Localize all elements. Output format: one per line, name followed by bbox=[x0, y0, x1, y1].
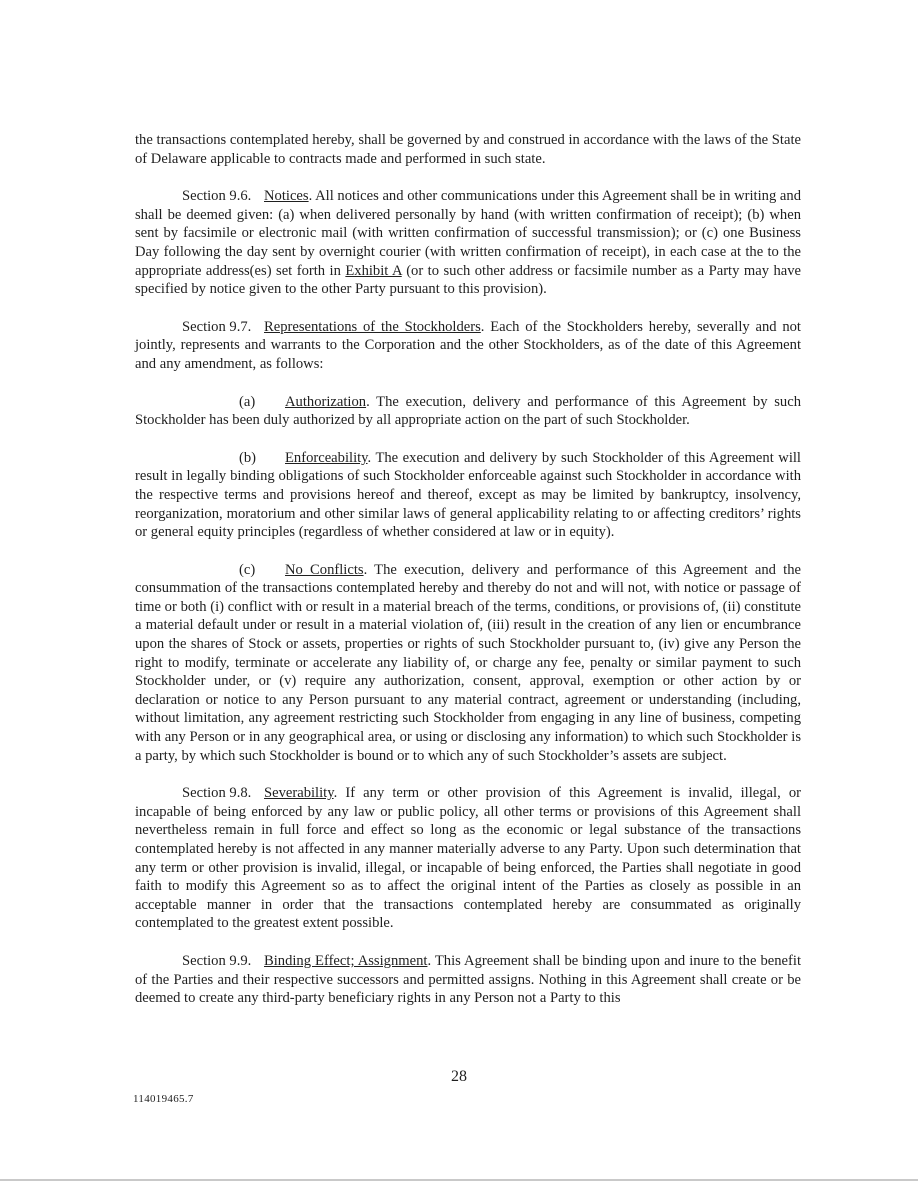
section-text: . This Agreement shall be binding upon and inure to the benefit of the Parties and their respective successors and permitted assigns. Nothing in this Agreement shall create or be deemed to create any third-party beneficiary rights in any Person not a Party to this bbox=[135, 952, 801, 1007]
section-text-continued: (or to such other address or facsimile number as a Party may have specified by notice given to the other Party pursuant to this provision). bbox=[135, 262, 802, 298]
subsection-heading: Authorization bbox=[285, 393, 367, 410]
section-number: Section 9.6. bbox=[182, 188, 252, 205]
section-text: . Each of the Stockholders hereby, severally and not jointly, represents and warrants to the Corporation and the other Stockholders, as of the date of this Agreement and any amendment, as follows: bbox=[135, 318, 801, 372]
subsection-label: (c) bbox=[239, 561, 256, 578]
page-bottom-edge bbox=[0, 1179, 918, 1181]
subsection-label: (b) bbox=[239, 449, 257, 466]
subsection-heading: No Conflicts bbox=[285, 561, 364, 578]
subsection-text: . The execution, delivery and performance of this Agreement and the consummation of the transactions contemplated hereby and thereby do not and will not, with notice or passage of time or both (i) conflict with or result in a material breach of the terms, conditions, or provisions of, (ii) constitute a material default under or result in a material violation of, (iii) result in the creation of any lien or encumbrance upon the shares of Stock or assets, properties or rights of such Stockholder pursuant to, (iv) give any Person the right to modify, terminate or accelerate any liability of, or charge any fee, penalty or similar payment to such Stockholder under, or (v) require any authorization, consent, approval, exemption or other action by or declaration or notice to any Person pursuant to any material contract, agreement or understanding (including, without limitation, any agreement restricting such Stockholder from engaging in any line of business, competing with any Person or in any geographical area, or using or disclosing any information) to which such Stockholder is a party, by which such Stockholder is bound or to which any of such Stockholder’s assets are subject. bbox=[135, 561, 801, 764]
section-9-8-severability bbox=[135, 784, 801, 933]
subsection-a-authorization bbox=[135, 393, 801, 430]
section-number: Section 9.8. bbox=[182, 785, 252, 802]
page-number: 28 bbox=[451, 1068, 467, 1085]
section-heading: Severability bbox=[264, 785, 334, 802]
subsection-label: (a) bbox=[239, 393, 256, 410]
section-heading: Representations of the Stockholders bbox=[264, 318, 481, 335]
section-9-9-binding-effect bbox=[135, 952, 801, 1008]
section-text: . All notices and other communications under this Agreement shall be in writing and shall be deemed given: (a) when delivered personally by hand (with written confirmation of receipt); (b) when sent by facsimile or electronic mail (with written confirmation of successful transmission); or (c) one Business Day following the day sent by overnight courier (with written confirmation of receipt), in each case at the to the appropriate address(es) set forth in bbox=[135, 188, 801, 279]
subsection-text: . The execution, delivery and performance of this Agreement by such Stockholder has been duly authorized by all appropriate action on the part of such Stockholder. bbox=[135, 393, 801, 429]
document-id: 114019465.7 bbox=[133, 1093, 194, 1105]
section-heading: Binding Effect; Assignment bbox=[264, 952, 428, 969]
section-number: Section 9.7. bbox=[182, 318, 252, 335]
subsection-c-no-conflicts bbox=[135, 561, 801, 766]
subsection-b-enforceability bbox=[135, 449, 801, 542]
subsection-heading: Enforceability bbox=[285, 449, 368, 466]
section-heading: Notices bbox=[264, 188, 309, 205]
subsection-text: . The execution and delivery by such Stockholder of this Agreement will result in legally binding obligations of such Stockholder enforceable against such Stockholder in accordance with the respective terms and provisions hereof and thereof, except as may be limited by bankruptcy, insolvency, reorganization, moratorium and other similar laws of general applicability relating to or affecting creditors’ rights or general equity principles (regardless of whether considered at law or in equity). bbox=[135, 449, 801, 541]
section-9-6-notices bbox=[135, 187, 801, 299]
section-number: Section 9.9. bbox=[182, 952, 252, 969]
section-9-7-representations bbox=[135, 318, 801, 374]
document-body bbox=[135, 131, 801, 1027]
exhibit-a-reference: Exhibit A bbox=[345, 262, 402, 279]
section-text: . If any term or other provision of this Agreement is invalid, illegal, or incapable of being enforced by any law or public policy, all other terms or provisions of this Agreement shall nevertheless remain in full force and effect so long as the economic or legal substance of the transactions contemplated hereby is not affected in any manner materially adverse to any Party. Upon such determination that any term or other provision is invalid, illegal, or incapable of being enforced, the Parties shall negotiate in good faith to modify this Agreement so as to affect the original intent of the Parties as closely as possible in an acceptable manner in order that the transactions contemplated hereby are consummated as originally contemplated to the greatest extent possible. bbox=[135, 785, 801, 932]
paragraph-text: the transactions contemplated hereby, shall be governed by and construed in accordance with the laws of the State of Delaware applicable to contracts made and performed in such state. bbox=[135, 132, 801, 167]
paragraph-governing-law-continuation bbox=[135, 131, 801, 168]
